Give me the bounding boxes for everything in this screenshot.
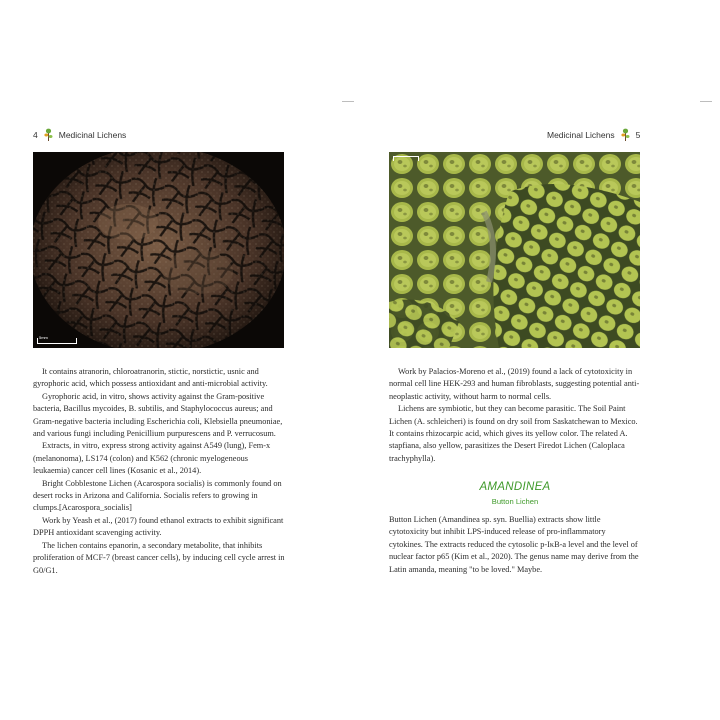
scale-bar: [393, 156, 419, 161]
paragraph: It contains atranorin, chloroatranorin, stictic, norstictic, usnic and gyrophoric acid, which possess antioxidant and anti-microbial activity.: [33, 367, 268, 389]
right-running-head: [547, 128, 640, 142]
page-number: 4: [33, 130, 38, 140]
section-body-text: [389, 514, 641, 576]
paragraph: Button Lichen (Amandinea sp. syn. Buellia) extracts show little cytotoxicity but inhibit LPS-induced release of pro-inflammatory cytokines. The extracts reduced the cytosolic p-IκB-a level and the level of nuclear factor p65 (Kim et al., 2020). The genus name may derive from the Latin amanda, meaning "to be loved." Maybe.: [389, 515, 639, 574]
section-subheading: Button Lichen: [491, 497, 539, 506]
lichen-photo: [389, 152, 640, 348]
paragraph: Lichens are symbiotic, but they can become parasitic. The Soil Paint Lichen (A. schleicheri) is found on dry soil from Saskatchewan to Mexico. It contains rhizocarpic acid, which gives its yellow color. The related A. stapfiana, also yellow, parasitizes the Desert Firedot Lichen (Caloplaca trachyphylla).: [389, 404, 638, 463]
paragraph: Extracts, in vitro, express strong activity against A549 (lung), Fem-x (melanonoma), LS174 (colon) and K562 (chronic myelogeneous leukaemia) cancer cell lines (Kosanic et al., 2014).: [33, 441, 271, 476]
lichen-sprig-icon: [621, 128, 630, 142]
right-body-text: [389, 366, 641, 465]
scale-bar-label: 5mm: [39, 335, 48, 340]
paragraph: Work by Yeash et al., (2017) found ethanol extracts to exhibit significant DPPH antioxidant scavenging activity.: [33, 515, 284, 538]
right-page: [365, 0, 720, 720]
paragraph: The lichen contains epanorin, a secondary metabolite, that inhibits proliferation of MCF-7 (breast cancer cells), by inducing cell cycle arrest in G0/G1.: [33, 540, 285, 575]
left-page: [0, 0, 355, 720]
paragraph: Gyrophoric acid, in vitro, shows activity against the Gram-positive bacteria, Bacillus mycoides, B. subtilis, and Staphylococcus aureus; and Gram-negative bacteria including Escherichia coli, Klebsiella pneumoniae, and various fungi including Penicillium purpurescens and P. verrucosum.: [33, 391, 283, 439]
paragraph: Bright Cobblestone Lichen (Acarospora socialis) is commonly found on desert rocks in Arizona and California. Socialis refers to growing in clumps.[Acarospora_socialis]: [33, 478, 282, 513]
page-number: 5: [635, 130, 641, 140]
running-head-title: Medicinal Lichens: [58, 130, 127, 140]
section-heading: AMANDINEA: [479, 481, 551, 493]
lichen-photo: [33, 152, 284, 348]
lichen-sprig-icon: [44, 128, 53, 142]
paragraph: Work by Palacios-Moreno et al., (2019) found a lack of cytotoxicity in normal cell line HEK-293 and human fibroblasts, suggesting potential anti-neoplastic activity, without harm to normal cells.: [389, 367, 640, 401]
figure-soil-paint-lichen: [389, 152, 640, 348]
left-running-head: [33, 128, 126, 142]
running-head-title: Medicinal Lichens: [547, 130, 615, 140]
figure-cobblestone-lichen: [33, 152, 284, 348]
left-body-text: [33, 366, 285, 577]
